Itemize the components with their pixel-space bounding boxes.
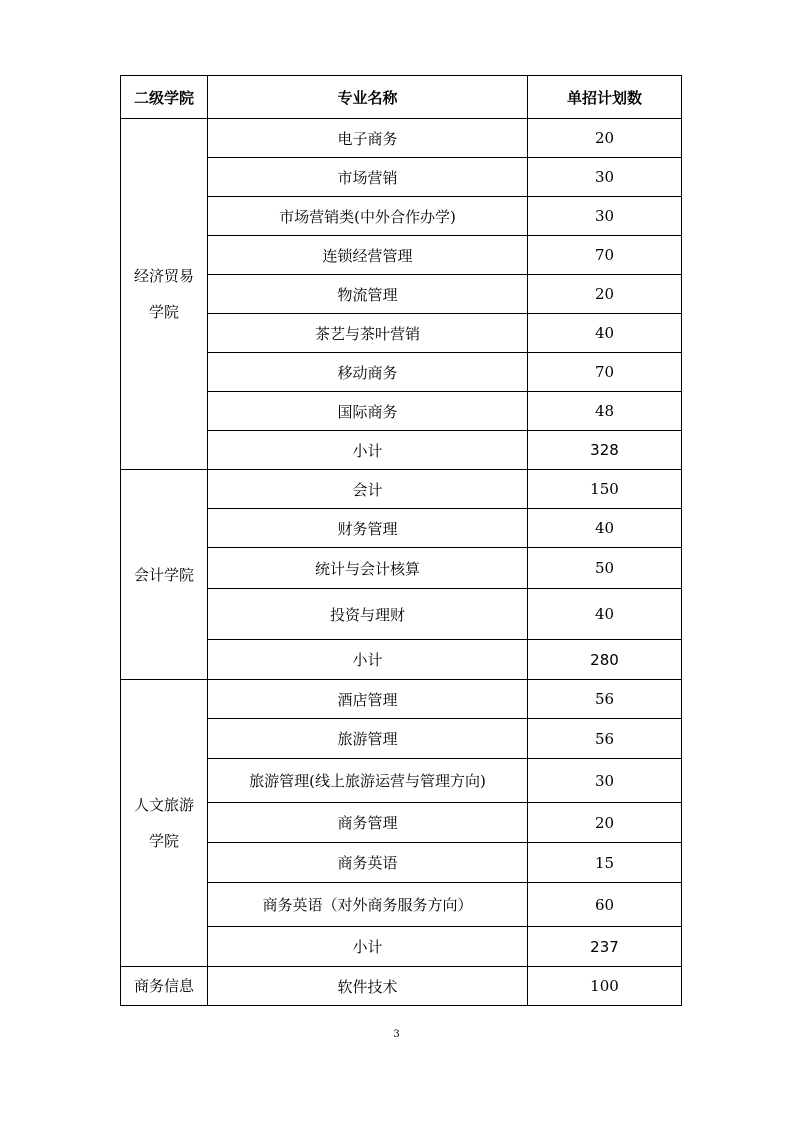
subtotal-value: 328 [528, 431, 682, 470]
major-cell: 旅游管理(线上旅游运营与管理方向) [208, 759, 528, 803]
major-cell: 商务英语 [208, 843, 528, 883]
major-cell: 电子商务 [208, 119, 528, 158]
major-cell: 酒店管理 [208, 680, 528, 719]
count-cell: 30 [528, 197, 682, 236]
count-cell: 60 [528, 883, 682, 927]
college-cell [121, 680, 208, 967]
subtotal-value: 237 [528, 927, 682, 967]
count-cell: 15 [528, 843, 682, 883]
college-cell [121, 967, 208, 1006]
college-name-line1: 商务信息 [133, 977, 194, 995]
count-cell: 30 [528, 158, 682, 197]
header-college: 二级学院 [121, 76, 208, 119]
table-row [121, 119, 682, 158]
enrollment-plan-table [120, 75, 682, 1006]
college-name-line1: 会计学院 [133, 565, 194, 584]
major-cell: 连锁经营管理 [208, 236, 528, 275]
college-name-line1: 人文旅游 [133, 796, 194, 814]
count-cell: 40 [528, 509, 682, 548]
header-row [121, 76, 682, 119]
major-cell: 市场营销 [208, 158, 528, 197]
college-name-line2: 学院 [148, 832, 179, 850]
count-cell: 40 [528, 589, 682, 640]
count-cell: 40 [528, 314, 682, 353]
count-cell: 56 [528, 680, 682, 719]
count-cell: 20 [528, 275, 682, 314]
count-cell: 48 [528, 392, 682, 431]
major-cell: 会计 [208, 470, 528, 509]
major-cell: 茶艺与茶叶营销 [208, 314, 528, 353]
subtotal-label: 小计 [208, 640, 528, 680]
count-cell: 70 [528, 353, 682, 392]
count-cell: 100 [528, 967, 682, 1006]
major-cell: 物流管理 [208, 275, 528, 314]
count-cell: 50 [528, 548, 682, 589]
major-cell: 旅游管理 [208, 719, 528, 759]
header-major: 专业名称 [208, 76, 528, 119]
major-cell: 投资与理财 [208, 589, 528, 640]
college-cell [121, 470, 208, 680]
college-cell [121, 119, 208, 470]
subtotal-label: 小计 [208, 431, 528, 470]
table-row [121, 470, 682, 509]
page-number: 3 [393, 1029, 400, 1040]
major-cell: 财务管理 [208, 509, 528, 548]
count-cell: 56 [528, 719, 682, 759]
count-cell: 20 [528, 119, 682, 158]
count-cell: 150 [528, 470, 682, 509]
count-cell: 30 [528, 759, 682, 803]
table-row [121, 967, 682, 1006]
major-cell: 国际商务 [208, 392, 528, 431]
header-count: 单招计划数 [528, 76, 682, 119]
major-cell: 市场营销类(中外合作办学) [208, 197, 528, 236]
major-cell: 统计与会计核算 [208, 548, 528, 589]
college-name-line2: 学院 [148, 303, 179, 321]
major-cell: 商务英语（对外商务服务方向） [208, 883, 528, 927]
count-cell: 20 [528, 803, 682, 843]
table-row [121, 680, 682, 719]
major-cell: 商务管理 [208, 803, 528, 843]
college-name-line1: 经济贸易 [133, 267, 194, 285]
subtotal-value: 280 [528, 640, 682, 680]
subtotal-label: 小计 [208, 927, 528, 967]
count-cell: 70 [528, 236, 682, 275]
major-cell: 软件技术 [208, 967, 528, 1006]
major-cell: 移动商务 [208, 353, 528, 392]
